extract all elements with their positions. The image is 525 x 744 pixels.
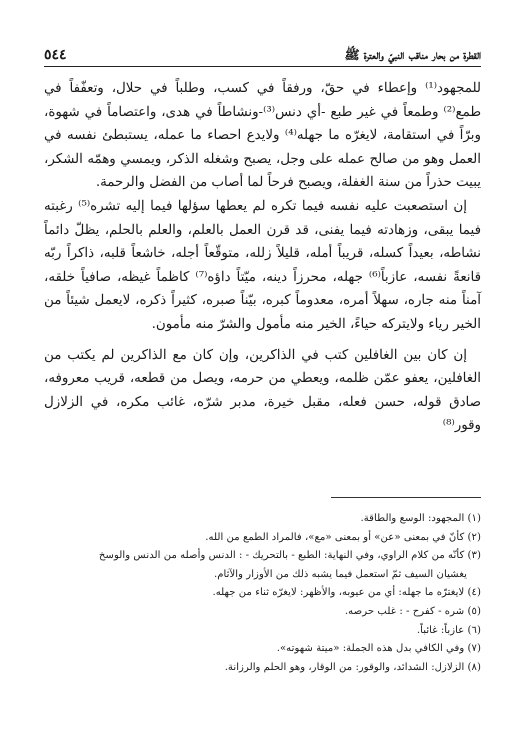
footnotes [44,510,481,677]
footnote: (٥) شره - كفرح - : غلب حرصه. [344,605,481,617]
paragraph: للمجهود⁽¹⁾ وإعطاء في حقّ، ورفقاً في كسب، وطلباً في حلال، وتعفّفاً في طمع⁽²⁾ وطمعاً في غير طبع -أي دنس⁽³⁾-ونشاطاً في هدى، واعتصاماً في شهوة، وبرّاً في استقامة، لايغرّه ما جهله⁽⁴⁾ ولايدع احصاء ما عمله، يستبطئ نفسه في العمل وهو من صالح عمله على وجل، يصبح وشغله الذكر، ويمسي وهمّه الشكر، يبيت حذراً من سنة الغفلة، ويصبح فرحاً لما أصاب من الفضل والرحمة. [44,81,481,191]
footnote-divider [331,497,481,498]
footnote: (٧) وفي الكافي بدل هذه الجملة: «ميتة شهوته». [276,643,481,655]
footnote: (١) المجهود: الوسع والطاقة. [360,513,481,524]
main-text [44,77,481,438]
footnote: (٨) الزلازل: الشدائد، والوقور: من الوقار، وهو الحلم والرزانة. [224,661,481,673]
footnote: (٤) لايغترّه ما جهله: أي من عيوبه، والأظهر: لايغرّه ثناء من جهله. [212,587,481,599]
paragraph: إن كان بين الغافلين كتب في الذاكرين، وإن كان مع الذاكرين لم يكتب من الغافلين، يعفو عمّن ظلمه، ويعطي من حرمه، ويصل من قطعه، قريب معروفه، صادق قوله، حسن فعله، مقبل خيرة، مدبر شرّه، غائب مكره، في الزلازل وقور⁽⁸⁾ [44,347,481,434]
running-title: القطرة من بحار مناقب النبيّ والعترة ﷺ [344,47,481,62]
paragraph: إن استصعبت عليه نفسه فيما تكره لم يعطها سؤلها فيما إليه تشره⁽⁵⁾ رغبته فيما يبقى، وزهادته فيما يفنى، قد قرن العمل بالعلم، والعلم بالحلم، يظلّ دائماً نشاطه، بعيداً كسله، قريباً أمله، قليلاً زلله، متوقّعاً أجله، خاشعاً قلبه، ذاكراً ربّه قانعةً نفسه، عازباً⁽⁶⁾ جهله، محرزاً دينه، ميّتاً داؤه⁽⁷⁾ كاظماً غيظه، صافياً خلقه، آمناً منه جاره، سهلاً أمره، معدوماً كبره، بيّناً صبره، كثيراً ذكره، لايعمل شيئاً من الخير رياء ولايتركه حياءً، الخير منه مأمول والشرّ منه مأمون. [44,198,481,332]
footnote-continuation: يغشيان السيف ثمّ استعمل فيما يشبه ذلك من الأوزار والآثام. [214,568,467,580]
footnote: (٦) عازباً: غائباً. [416,624,481,636]
footnote: (٢) كأنّ في بمعنى «عن» أو بمعنى «مع»، فالمراد الطمع من الله. [205,531,481,543]
footnote: (٣) كأنّه من كلام الراوي، وفي النهاية: الطبع - بالتحريك - : الدنس وأصله من الدنس والوسخ [98,550,481,562]
page-header [44,40,481,67]
page-number: ٥٤٤ [44,47,67,63]
